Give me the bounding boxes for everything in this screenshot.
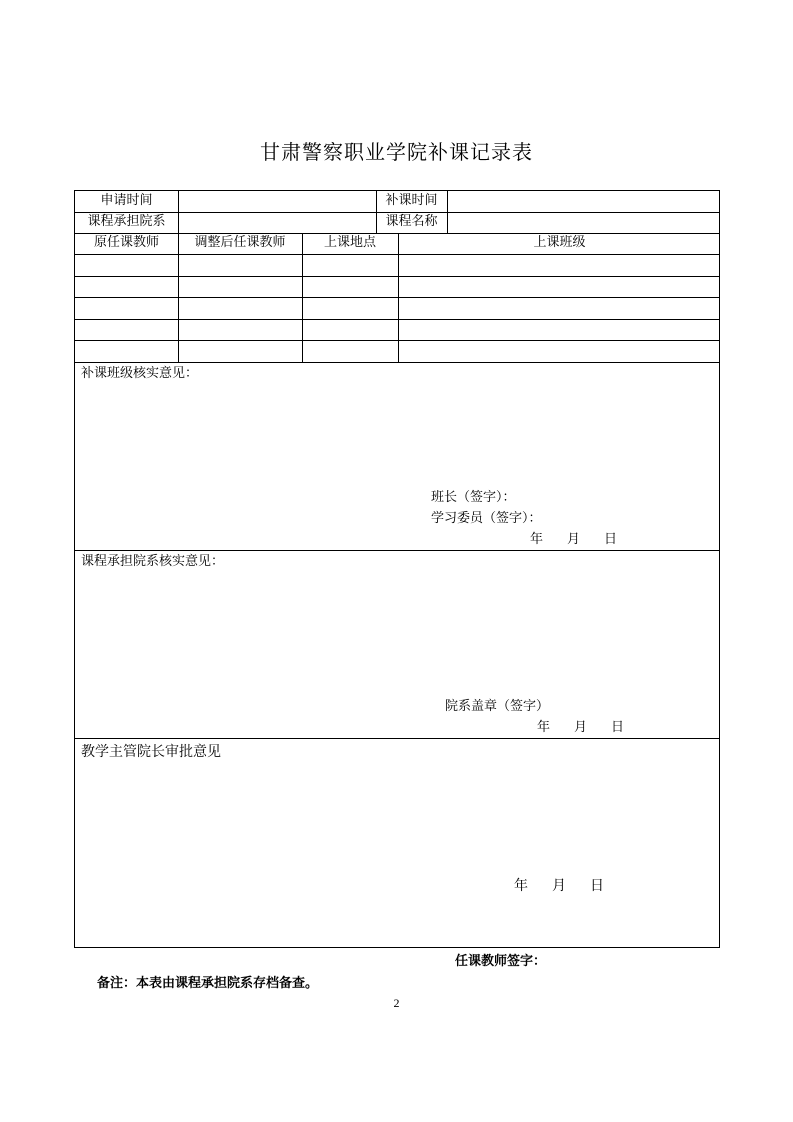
row-divider	[75, 297, 719, 298]
month-label: 月	[567, 532, 581, 547]
section-divider	[75, 738, 719, 739]
page-number: 2	[393, 996, 400, 1010]
department-label: 课程承担院系	[87, 214, 166, 229]
header-location: 上课地点	[323, 235, 376, 250]
row-divider	[75, 319, 719, 320]
page-title: 甘肃警察职业学院补课记录表	[260, 140, 533, 164]
department-stamp-label: 院系盖章（签字）	[445, 699, 550, 714]
dean-approval-heading: 教学主管院长审批意见	[81, 744, 221, 760]
monitor-signature-label: 班长（签字）：	[431, 490, 516, 505]
header-original-teacher: 原任课教师	[93, 235, 159, 250]
row-divider	[75, 276, 719, 277]
makeup-time-label: 补课时间	[385, 193, 438, 208]
section-divider	[75, 550, 719, 551]
day-label: 日	[611, 720, 625, 735]
day-label: 日	[604, 532, 618, 547]
row-divider	[75, 254, 719, 255]
archive-note: 备注：本表由课程承担院系存档备查。	[97, 976, 319, 991]
row-divider	[75, 340, 719, 341]
row-divider	[75, 362, 719, 363]
study-committee-signature-label: 学习委员（签字）：	[431, 511, 542, 526]
month-label: 月	[574, 720, 588, 735]
course-name-label: 课程名称	[385, 214, 438, 229]
teacher-signature-label: 任课教师签字：	[455, 954, 547, 969]
header-adjusted-teacher: 调整后任课教师	[194, 235, 286, 250]
col-divider	[178, 191, 179, 233]
year-label: 年	[537, 720, 551, 735]
col-divider	[447, 191, 448, 233]
department-verification-heading: 课程承担院系核实意见：	[81, 554, 225, 569]
year-label: 年	[514, 878, 528, 894]
class-date	[530, 531, 617, 549]
makeup-record-form	[74, 190, 720, 948]
department-date	[537, 719, 624, 737]
header-class: 上课班级	[533, 235, 586, 250]
year-label: 年	[530, 532, 544, 547]
day-label: 日	[590, 878, 604, 894]
apply-time-label: 申请时间	[100, 193, 153, 208]
month-label: 月	[552, 878, 566, 894]
dean-date	[514, 877, 604, 895]
class-verification-heading: 补课班级核实意见：	[81, 366, 199, 381]
